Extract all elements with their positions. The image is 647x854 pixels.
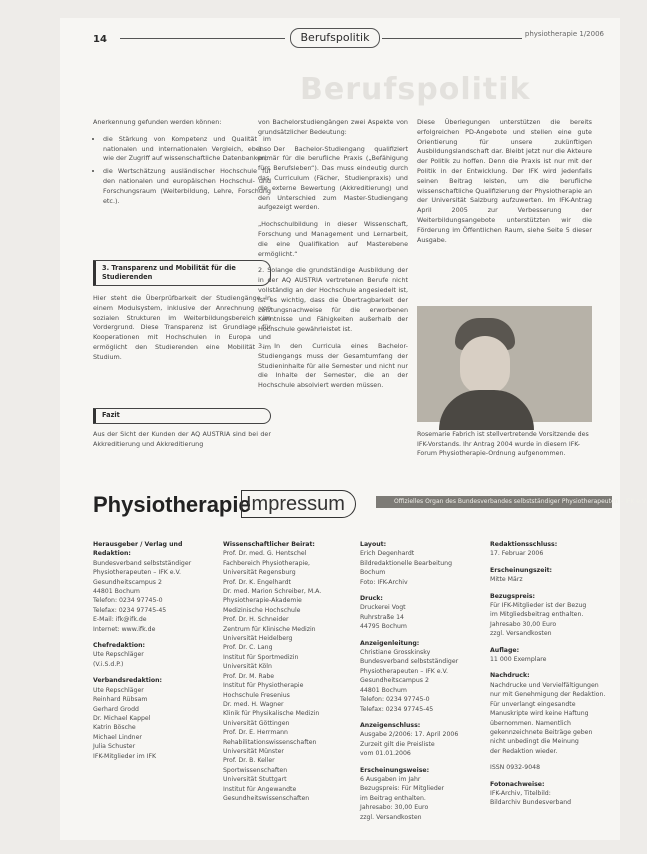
impressum-line: der Redaktion wieder. — [490, 747, 558, 755]
impressum-line: Gerhard Grodd — [93, 705, 139, 713]
impressum-line: E-Mail: ifk@ifk.de — [93, 616, 147, 624]
impressum-line: Bildarchiv Bundesverband — [490, 799, 572, 807]
impressum-line: zzgl. Versandkosten — [490, 630, 552, 638]
impressum-line: Prof. Dr. H. Schneider — [223, 616, 289, 624]
impressum-line: Sportwissenschaften — [223, 766, 288, 774]
impressum-line: Nachdrucke und Vervielfältigungen — [490, 681, 599, 689]
impressum-line: Für unverlangt eingesandte — [490, 700, 576, 708]
impressum-line: zzgl. Versandkosten — [360, 813, 422, 821]
col3-para1: Diese Überlegungen unterstützen die bereits erfolgreichen PD-Angebote und stellen eine gute Orientierung für unsere zukünftigen Ausbildungslandschaft dar. Bleibt jetzt nur die Akteure der Politik zu hoffen. Denn die Praxis ist nur mit der Politik in der Entwicklung. Der IFK wird jedenfalls seinen Beitrag leisten, um die berufliche wissenschaftliche Qualifizierung der Physiotherapie an der Universität Salzburg aufzuwerten. Im IFK-Antrag April 2005 zur Verbesserung der Weiterbildungsangebote unterstützten wir die Förderung im Öffentlichen Raum, siehe Seite 5 dieser Ausgabe. — [417, 118, 592, 244]
fazit-heading: Fazit — [93, 408, 271, 424]
photo-face — [460, 336, 510, 394]
impressum-line: Ute Repschläger — [93, 651, 144, 659]
impressum-line: Telefon: 0234 97745-0 — [360, 696, 430, 704]
impressum-line: Physiotherapie-Akademie — [223, 597, 302, 605]
impressum-heading: Erscheinungsweise: — [360, 766, 430, 774]
impressum-heading: Anzeigenschluss: — [360, 721, 421, 729]
spacer — [360, 632, 478, 639]
impressum-line: nur mit Genehmigung der Redaktion. — [490, 691, 606, 699]
impressum-line: Erich Degenhardt — [360, 550, 415, 558]
impressum-line: Gesundheitscampus 2 — [93, 578, 162, 586]
spacer — [360, 714, 478, 721]
impressum-heading: Herausgeber / Verlag und Redaktion: — [93, 541, 183, 558]
impressum-line: Jahresabo: 30,00 Euro — [360, 804, 429, 812]
impressum-line: Hochschule Fresenius — [223, 691, 290, 699]
spacer — [93, 634, 213, 641]
impressum-line: Universität Münster — [223, 747, 284, 755]
impressum-line: Bundesverband selbstständiger — [93, 559, 192, 567]
issue-label: physiotherapie 1/2006 — [524, 30, 604, 38]
spacer — [490, 773, 608, 780]
spacer — [360, 587, 478, 594]
impressum-heading: Fotonachweise: — [490, 780, 545, 788]
impressum-line: Katrin Bösche — [93, 724, 136, 732]
article-column-1 — [93, 118, 271, 212]
impressum-line: Klinik für Physikalische Medizin — [223, 710, 320, 718]
page-number: 14 — [93, 34, 107, 45]
impressum-line: Bezugspreis: Für Mitglieder — [360, 785, 445, 793]
impressum-line: IFK-Archiv, Titelbild: — [490, 789, 551, 797]
col2-quote: „Hochschulbildung in dieser Wissenschaft, Forschung und Management und Lernarbeit, die eine Qualifikation auf Masterebene ermöglicht.“ — [258, 220, 408, 258]
spacer — [360, 759, 478, 766]
spacer — [490, 756, 608, 763]
impressum-line: Telefax: 0234 97745-45 — [360, 705, 434, 713]
impressum-line: Bundesverband selbstständiger — [360, 658, 459, 666]
impressum-line: Prof. Dr. K. Engelhardt — [223, 578, 291, 586]
impressum-line: 17. Februar 2006 — [490, 550, 544, 558]
article-column-2 — [258, 118, 408, 398]
impressum-line: nicht unbedingt die Meinung — [490, 738, 579, 746]
impressum-line: Dr. Michael Kappel — [93, 714, 151, 722]
col2-item1: 1. Der Bachelor-Studiengang qualifiziert primär für die berufliche Praxis („Befähigung fürs Berufsleben“). Das muss eindeutig durch das Curriculum (Fächer, Studienpraxis) und die externe Bewertung (Akkreditierung) und den Unterschied zum Master-Studiengang aufgezeigt werden. — [258, 144, 408, 212]
list-item: • die Wertschätzung ausländischer Hochschule für den nationalen und europäischen Hochschul- und Forschungsraum (Weiterbildung, Lehre, Forschung etc.). — [103, 167, 271, 206]
impressum-line: Bochum — [360, 569, 386, 577]
impressum-line: Medizinische Hochschule — [223, 606, 301, 614]
article-column-3 — [417, 118, 592, 252]
impressum-line: Michael Lindner — [93, 733, 142, 741]
impressum-title: Impressum — [241, 490, 356, 518]
impressum-line: Telefon: 0234 97745-0 — [93, 597, 163, 605]
impressum-heading: Druck: — [360, 595, 383, 603]
impressum-heading: Nachdruck: — [490, 672, 530, 680]
impressum-column-2 — [223, 540, 351, 803]
photo-body — [439, 390, 534, 430]
spacer — [490, 664, 608, 671]
impressum-line: Ute Repschläger — [93, 686, 144, 694]
col1-intro: Anerkennung gefunden werden können: — [93, 118, 222, 126]
impressum-line: Institut für Physiotherapie — [223, 682, 304, 690]
impressum-line: Dr. med. Marion Schreiber, M.A. — [223, 588, 322, 596]
impressum-line: Universität Stuttgart — [223, 776, 287, 784]
impressum-line: Bildredaktionelle Bearbeitung — [360, 559, 453, 567]
impressum-line: (V.i.S.d.P.) — [93, 660, 124, 668]
col1-para2: Hier steht die Überprüfbarkeit der Studiengänge in einem Modulsystem, inklusive der Anrechnung von sozialen Strukturen im Weiterbildungsbereich im Vordergrund. Diese Transparenz ist Grundlage für Kooperationen mit Hochschulen in Europa und ermöglicht den Studierenden eine Mobilität im Studium. — [93, 294, 271, 361]
impressum-line: 11 000 Exemplare — [490, 656, 547, 664]
impressum-line: Dr. med. H. Wagner — [223, 700, 284, 708]
impressum-line: im Mitgliedsbeitrag enthalten. — [490, 611, 584, 619]
impressum-line: Rehabilitationswissenschaften — [223, 738, 317, 746]
impressum-line: Druckerei Vogt — [360, 604, 406, 612]
impressum-line: Physiotherapeuten – IFK e.V. — [93, 569, 181, 577]
impressum-line: IFK-Mitglieder im IFK — [93, 752, 157, 760]
spacer — [490, 585, 608, 592]
impressum-heading: Chefredaktion: — [93, 642, 146, 650]
impressum-line: 6 Ausgaben im Jahr — [360, 775, 421, 783]
col2-item2: 2. Solange die grundständige Ausbildung der in der AQ AUSTRIA vertretenen Berufe nicht vollständig an der Hochschule angesiedelt ist, ist es wichtig, dass die Übertragbarkeit der Leistungsnachweise für die erworbenen Kenntnisse und Fähigkeiten außerhalb der Hochschule gewährleistet ist. — [258, 266, 408, 334]
impressum-line: Zentrum für Klinische Medizin — [223, 625, 316, 633]
impressum-heading: Auflage: — [490, 646, 520, 654]
impressum-line: Gesundheitscampus 2 — [360, 677, 429, 685]
impressum-line: Fachbereich Physiotherapie, — [223, 559, 311, 567]
col1-fazit-text: Aus der Sicht der Kunden der AQ AUSTRIA sind bei der Akkreditierung und Akkreditierung — [93, 430, 271, 448]
col1-bullets — [93, 135, 271, 207]
impressum-line: Prof. Dr. C. Lang — [223, 644, 273, 652]
impressum-line: Zurzeit gilt die Preisliste — [360, 740, 435, 748]
impressum-line: vom 01.01.2006 — [360, 750, 411, 758]
header-rule-right — [382, 38, 522, 39]
author-photo — [417, 306, 592, 422]
impressum-line: Universität Köln — [223, 663, 272, 671]
brand-title: Physiotherapie — [93, 492, 251, 517]
impressum-line: Universität Regensburg — [223, 569, 296, 577]
impressum-line: Prof. Dr. med. G. Hentschel — [223, 550, 307, 558]
col2-para1: von Bachelorstudiengängen zwei Aspekte von grundsätzlicher Bedeutung: — [258, 118, 408, 136]
impressum-line: Prof. Dr. M. Rabe — [223, 672, 275, 680]
impressum-heading: Wissenschaftlicher Beirat: — [223, 541, 315, 548]
impressum-line: 44801 Bochum — [93, 588, 140, 596]
impressum-column-1 — [93, 540, 213, 761]
masthead-bar: Offizielles Organ des Bundesverbandes selbstständiger Physiotherapeuten – IFK e.V. — [376, 496, 612, 508]
impressum-line: Prof. Dr. E. Herrmann — [223, 729, 288, 737]
subhead-transparency: 3. Transparenz und Mobilität für die Studierenden — [93, 260, 271, 286]
impressum-line: Institut für Angewandte — [223, 785, 297, 793]
spacer — [490, 639, 608, 646]
impressum-line: Manuskripte wird keine Haftung — [490, 710, 589, 718]
impressum-line: Physiotherapeuten – IFK e.V. — [360, 667, 448, 675]
section-tab: Berufspolitik — [290, 28, 380, 48]
impressum-line: Ausgabe 2/2006: 17. April 2006 — [360, 731, 459, 739]
impressum-line: im Beitrag enthalten. — [360, 794, 426, 802]
col2-item3: 3. In den Curricula eines Bachelor-Studiengangs muss der Gesamtumfang der Studieninhalte für alle Semester und nicht nur die Inhalte der Semester, die an der Hochschule absolviert werden müssen. — [258, 341, 408, 390]
impressum-line: Für IFK-Mitglieder ist der Bezug — [490, 602, 587, 610]
impressum-line: Telefax: 0234 97745-45 — [93, 606, 167, 614]
impressum-column-4 — [490, 540, 608, 808]
spacer — [490, 559, 608, 566]
photo-caption: Rosemarie Fabrich ist stellvertretende Vorsitzende des IFK-Vorstands. Ihr Antrag 2004 wurde in diesem IFK-Forum Physiotherapie-Ordnung aufgenommen. — [417, 431, 589, 457]
impressum-line: Universität Göttingen — [223, 719, 290, 727]
impressum-line: Reinhard Rübsam — [93, 696, 148, 704]
impressum-line: Foto: IFK-Archiv — [360, 578, 408, 586]
impressum-heading: Erscheinungszeit: — [490, 566, 553, 574]
impressum-heading: Bezugspreis: — [490, 592, 535, 600]
impressum-heading: Anzeigenleitung: — [360, 639, 420, 647]
impressum-line: Julia Schuster — [93, 743, 136, 751]
impressum-line: Universität Heidelberg — [223, 635, 293, 643]
impressum-line: Prof. Dr. B. Keller — [223, 757, 275, 765]
impressum-line: Ruhrstraße 14 — [360, 613, 404, 621]
impressum-line: 44801 Bochum — [360, 686, 407, 694]
impressum-heading: Layout: — [360, 541, 387, 548]
ghost-title: Berufspolitik — [300, 72, 531, 107]
header-rule-left — [120, 38, 285, 39]
impressum-line: Internet: www.ifk.de — [93, 625, 156, 633]
impressum-line: 44795 Bochum — [360, 623, 407, 631]
spacer — [93, 669, 213, 676]
impressum-column-3 — [360, 540, 478, 822]
impressum-line: Jahresabo 30,00 Euro — [490, 620, 557, 628]
impressum-line: Christiane Grosskinsky — [360, 649, 431, 657]
impressum-line: Institut für Sportmedizin — [223, 653, 299, 661]
impressum-heading: Redaktionsschluss: — [490, 541, 558, 548]
impressum-heading: Verbandsredaktion: — [93, 677, 162, 685]
impressum-line: Gesundheitswissenschaften — [223, 794, 310, 802]
impressum-line: Mitte März — [490, 576, 523, 584]
impressum-line: ISSN 0932-9048 — [490, 764, 541, 772]
list-item: • die Stärkung von Kompetenz und Qualität im nationalen und internationalen Vergleich, ebenso wie der Zugriff auf wissenschaftliche Datenbanken; — [103, 135, 271, 164]
impressum-line: gekennzeichnete Beiträge geben — [490, 728, 593, 736]
impressum-line: übernommen. Namentlich — [490, 719, 571, 727]
magazine-page — [60, 18, 647, 840]
